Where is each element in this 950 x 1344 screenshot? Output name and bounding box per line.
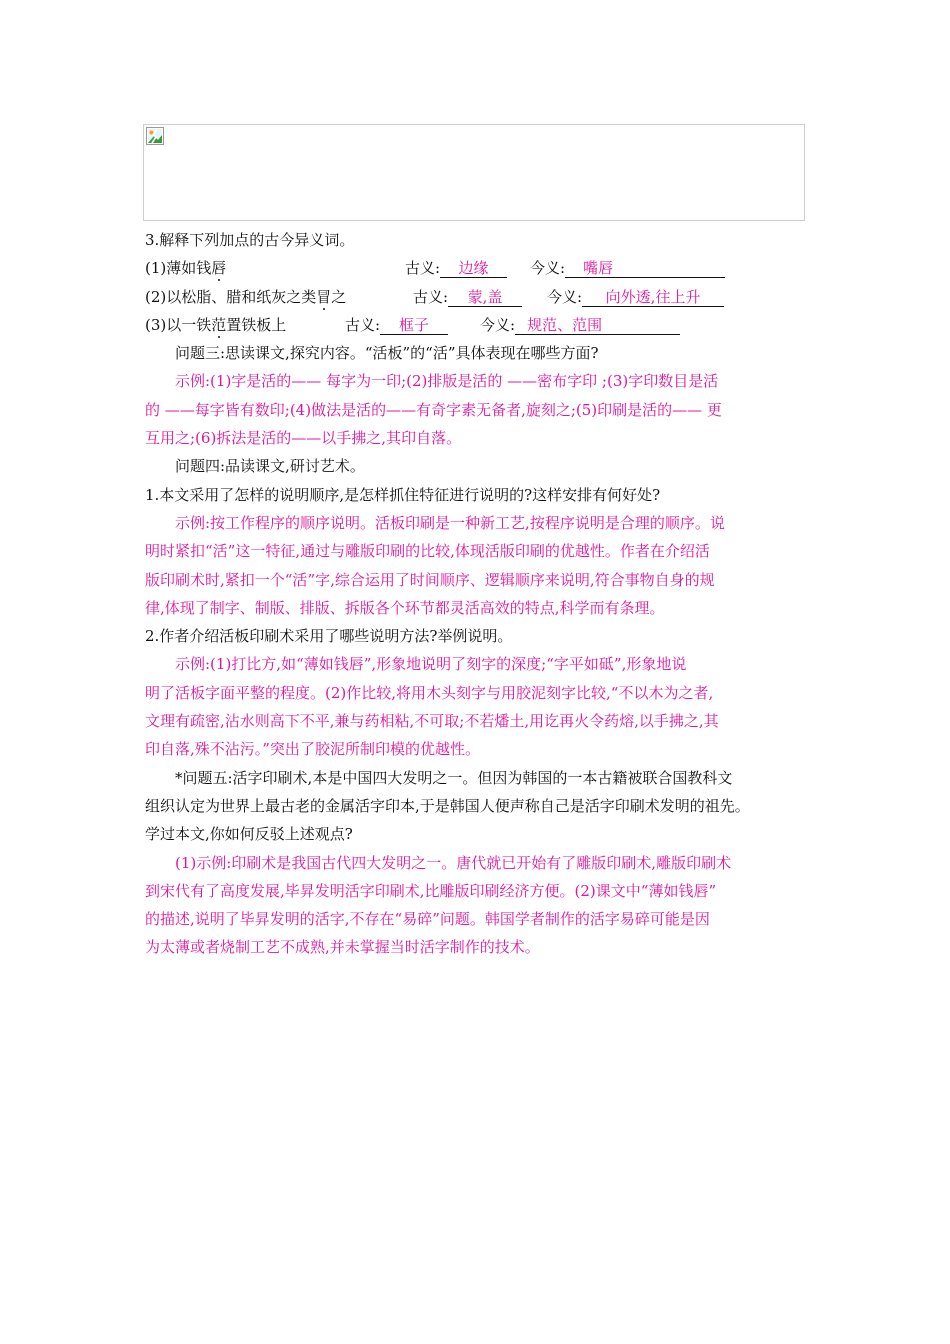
p3-question: 问题三:思读课文,探究内容。“活板”的“活”具体表现在哪些方面? [175,344,599,363]
q3-row-3-jin: 今义: 规范、范围 [480,311,680,339]
p4-answer-2-line-2: 明了活板字面平整的程度。(2)作比较,将用木头刻字与用胶泥刻字比较,“不以木为之者, [145,683,714,702]
p4-answer-1-line-2: 明时紧扣“活”这一特征,通过与雕版印刷的比较,体现活版印刷的优越性。作者在介绍活 [145,542,710,561]
p4-answer-2-line-1: 示例:(1)打比方,如“薄如钱唇”,形象地说明了刻字的深度;“字平如砥”,形象地说 [175,655,687,674]
p5-answer-line-2: 到宋代有了高度发展,毕昇发明活字印刷术,比雕版印刷经济方便。(2)课文中“薄如钱唇” [145,881,717,900]
p5-answer-line-1: (1)示例:印刷术是我国古代四大发明之一。唐代就已开始有了雕版印刷术,雕版印刷术 [175,853,732,872]
p4-heading: 问题四:品读课文,研讨艺术。 [175,457,365,476]
p4-question-2: 2.作者介绍活板印刷术采用了哪些说明方法?举例说明。 [145,627,513,646]
p4-answer-2-line-3: 文理有疏密,沾水则高下不平,兼与药相粘,不可取;不若燔土,用讫再火令药熔,以手拂之,其 [145,712,719,731]
q3-title: 3.解释下列加点的古今异义词。 [145,231,355,249]
q3-row-1 [145,254,810,282]
q3-row-3-word: (3)以一铁范置铁板上 [145,315,287,334]
p4-question-1: 1.本文采用了怎样的说明顺序,是怎样抓住特征进行说明的?这样安排有何好处? [145,485,661,504]
q3-row-1-jin: 今义: 嘴唇 [530,254,725,282]
p3-answer-line-2: 的 ——每字皆有数印;(4)做法是活的——有奇字素无备者,旋刻之;(5)印刷是活的—— 更 [145,400,722,419]
p5-answer-line-3: 的描述,说明了毕昇发明的活字,不存在“易碎”问题。韩国学者制作的活字易碎可能是因 [145,910,710,929]
q3-row-3 [145,311,810,339]
q3-row-2-jin: 今义: 向外透,往上升 [547,283,724,311]
p4-answer-2-line-4: 印自落,殊不沾污。”突出了胶泥所制印模的优越性。 [145,740,480,759]
p4-answer-1-line-4: 律,体现了制字、制版、排版、拆版各个环节都灵活高效的特点,科学而有条理。 [145,598,665,617]
q3-row-1-gu: 古义: 边缘 [405,254,507,282]
broken-image-icon [146,127,164,145]
image-placeholder [143,124,805,221]
p5-question-line-3: 学过本文,你如何反驳上述观点? [145,825,353,844]
p5-answer-line-4: 为太薄或者烧制工艺不成熟,并未掌握当时活字制作的技术。 [145,938,540,957]
p3-answer-line-1: 示例:(1)字是活的—— 每字为一印;(2)排版是活的 ——密布字印 ;(3)字印数目是活 [175,372,719,391]
q3-row-3-gu: 古义: 框子 [345,311,448,339]
p5-question-line-1: *问题五:活字印刷术,本是中国四大发明之一。但因为韩国的一本古籍被联合国教科文 [175,768,733,787]
document-body [145,226,810,962]
q3-row-2 [145,283,810,311]
p3-answer-line-3: 互用之;(6)拆法是活的——以手拂之,其印自落。 [145,429,462,448]
q3-row-2-gu: 古义: 蒙,盖 [413,283,522,311]
p4-answer-1-line-3: 版印刷术时,紧扣一个“活”字,综合运用了时间顺序、逻辑顺序来说明,符合事物自身的规 [145,570,715,589]
q3-row-2-word: (2)以松脂、腊和纸灰之类冒之 [145,287,347,306]
q3-row-1-word: (1)薄如钱唇 [145,259,227,278]
p5-question-line-2: 组织认定为世界上最古老的金属活字印本,于是韩国人便声称自己是活字印刷术发明的祖先。 [145,796,750,815]
p4-answer-1-line-1: 示例:按工作程序的顺序说明。活板印刷是一种新工艺,按程序说明是合理的顺序。说 [175,513,725,532]
